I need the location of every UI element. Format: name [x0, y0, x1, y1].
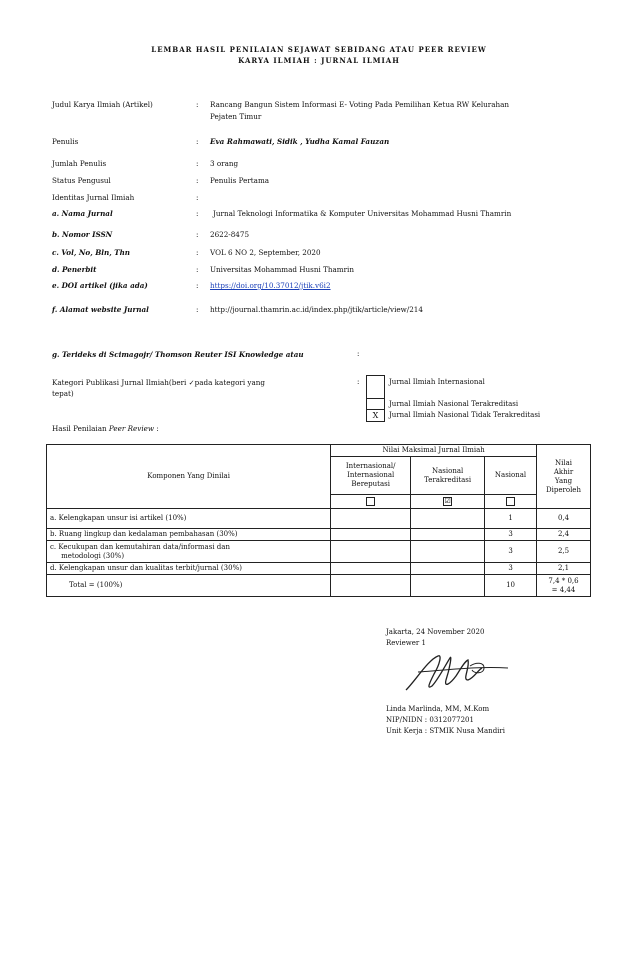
judul-label: Judul Karya Ilmiah (Artikel)	[52, 100, 153, 109]
status-label: Status Pengusul	[52, 176, 111, 185]
colon: :	[196, 176, 199, 185]
volume-value: VOL 6 NO 2, September, 2020	[210, 248, 321, 257]
col-nasional-terakreditasi-header: Nasional Terakreditasi	[411, 457, 485, 495]
colon: :	[196, 100, 199, 109]
document-title-line-1: LEMBAR HASIL PENILAIAN SEJAWAT SEBIDANG ATAU PEER REVIEW	[151, 45, 487, 54]
penerbit-value: Universitas Mohammad Husni Thamrin	[210, 265, 354, 274]
signature-image	[398, 650, 518, 698]
komponen-cell: a. Kelengkapan unsur isi artikel (10%)	[47, 509, 331, 529]
akhir-cell: 2,4	[537, 529, 591, 541]
terindeks-label: g. Terideks di Scimagojr/ Thomson Reuter ISI Knowledge atau	[52, 350, 304, 359]
table-row	[47, 563, 591, 575]
judul-value: Rancang Bangun Sistem Informasi E- Voting Pada Pemilihan Ketua RW Kelurahan	[210, 100, 510, 109]
website-value: http://journal.thamrin.ac.id/index.php/jtik/article/view/214	[210, 305, 423, 314]
nama-jurnal-value: Jurnal Teknologi Informatika & Komputer Universitas Mohammad Husni Thamrin	[213, 209, 512, 218]
col-internasional-header: Internasional/ Internasional Bereputasi	[331, 457, 411, 495]
nilai-maks-header: Nilai Maksimal Jurnal Ilmiah	[331, 445, 537, 457]
colon: :	[357, 378, 360, 386]
table-row	[47, 541, 591, 563]
komponen-header: Komponen Yang Dinilai	[47, 445, 331, 509]
hasil-penilaian-label: Hasil Penilaian Peer Review :	[52, 424, 159, 433]
reviewer-name: Linda Marlinda, MM, M.Kom	[386, 705, 490, 713]
colon: :	[196, 281, 199, 290]
issn-label: b. Nomor ISSN	[52, 230, 113, 239]
judul-value-cont: Pejaten Timur	[210, 112, 262, 121]
akhir-cell: 2,1	[537, 563, 591, 575]
place-date: Jakarta, 24 November 2020	[386, 628, 485, 636]
total-akhir: 7,4 * 0,6 = 4,44	[537, 575, 591, 597]
doi-label: e. DOI artikel (jika ada)	[52, 281, 148, 290]
akhir-cell: 2,5	[537, 541, 591, 563]
kategori-tidak-label: Jurnal Ilmiah Nasional Tidak Terakreditasi	[389, 411, 541, 419]
komponen-cell: c. Kecukupan dan kemutahiran data/informasi dan metodologi (30%)	[47, 541, 331, 563]
kategori-internasional-label: Jurnal Ilmiah Internasional	[389, 378, 485, 386]
nilai-akhir-header: Nilai Akhir Yang Diperoleh	[537, 445, 591, 509]
kategori-label-cont: tepat)	[52, 389, 74, 398]
penulis-label: Penulis	[52, 137, 79, 146]
kategori-tidak-checkbox[interactable]: X	[366, 409, 385, 422]
reviewer-nip: NIP/NIDN : 0312077201	[386, 716, 474, 724]
colon: :	[196, 137, 199, 146]
penilaian-table	[46, 444, 591, 597]
terakreditasi-checkbox[interactable]: ☑	[444, 496, 451, 505]
total-label: Total = (100%)	[47, 575, 331, 597]
kategori-internasional-checkbox[interactable]	[366, 375, 385, 399]
akhir-cell: 0,4	[537, 509, 591, 529]
reviewer-label: Reviewer 1	[386, 639, 426, 647]
reviewer-unit: Unit Kerja : STMIK Nusa Mandiri	[386, 727, 505, 735]
doi-link[interactable]: https://doi.org/10.37012/jtik.v6i2	[210, 281, 331, 290]
penulis-value: Eva Rahmawati, Sidik , Yudha Kamal Fauzan	[210, 137, 390, 146]
nasional-cell: 3	[485, 529, 537, 541]
colon: :	[196, 193, 199, 202]
kategori-terakreditasi-label: Jurnal Ilmiah Nasional Terakreditasi	[389, 400, 519, 408]
issn-value: 2622-8475	[210, 230, 250, 239]
table-total-row	[47, 575, 591, 597]
jumlah-penulis-value: 3 orang	[210, 159, 239, 168]
status-value: Penulis Pertama	[210, 176, 270, 185]
penerbit-label: d. Penerbit	[52, 265, 97, 274]
komponen-cell: b. Ruang lingkup dan kedalaman pembahasan (30%)	[47, 529, 331, 541]
colon: :	[196, 209, 199, 218]
colon: :	[196, 305, 199, 314]
website-label: f. Alamat website Jurnal	[52, 305, 149, 314]
colon: :	[196, 159, 199, 168]
internasional-checkbox[interactable]	[366, 497, 375, 506]
komponen-cell: d. Kelengkapan unsur dan kualitas terbit/jurnal (30%)	[47, 563, 331, 575]
total-nasional: 10	[485, 575, 537, 597]
col-nasional-header: Nasional	[485, 457, 537, 495]
table-row	[47, 529, 591, 541]
nama-jurnal-label: a. Nama Jurnal	[52, 209, 113, 218]
nasional-cell: 3	[485, 563, 537, 575]
jumlah-penulis-label: Jumlah Penulis	[52, 159, 107, 168]
colon: :	[196, 265, 199, 274]
nasional-cell: 1	[485, 509, 537, 529]
colon: :	[196, 248, 199, 257]
colon: :	[196, 230, 199, 239]
table-row	[47, 509, 591, 529]
identitas-label: Identitas Jurnal Ilmiah	[52, 193, 135, 202]
nasional-cell: 3	[485, 541, 537, 563]
nasional-checkbox[interactable]	[506, 497, 515, 506]
document-title-line-2: KARYA ILMIAH : JURNAL ILMIAH	[238, 56, 400, 65]
volume-label: c. Vol, No, Bln, Thn	[52, 248, 131, 257]
kategori-label: Kategori Publikasi Jurnal Ilmiah(beri ✓pada kategori yang	[52, 378, 265, 387]
colon: :	[357, 350, 360, 358]
